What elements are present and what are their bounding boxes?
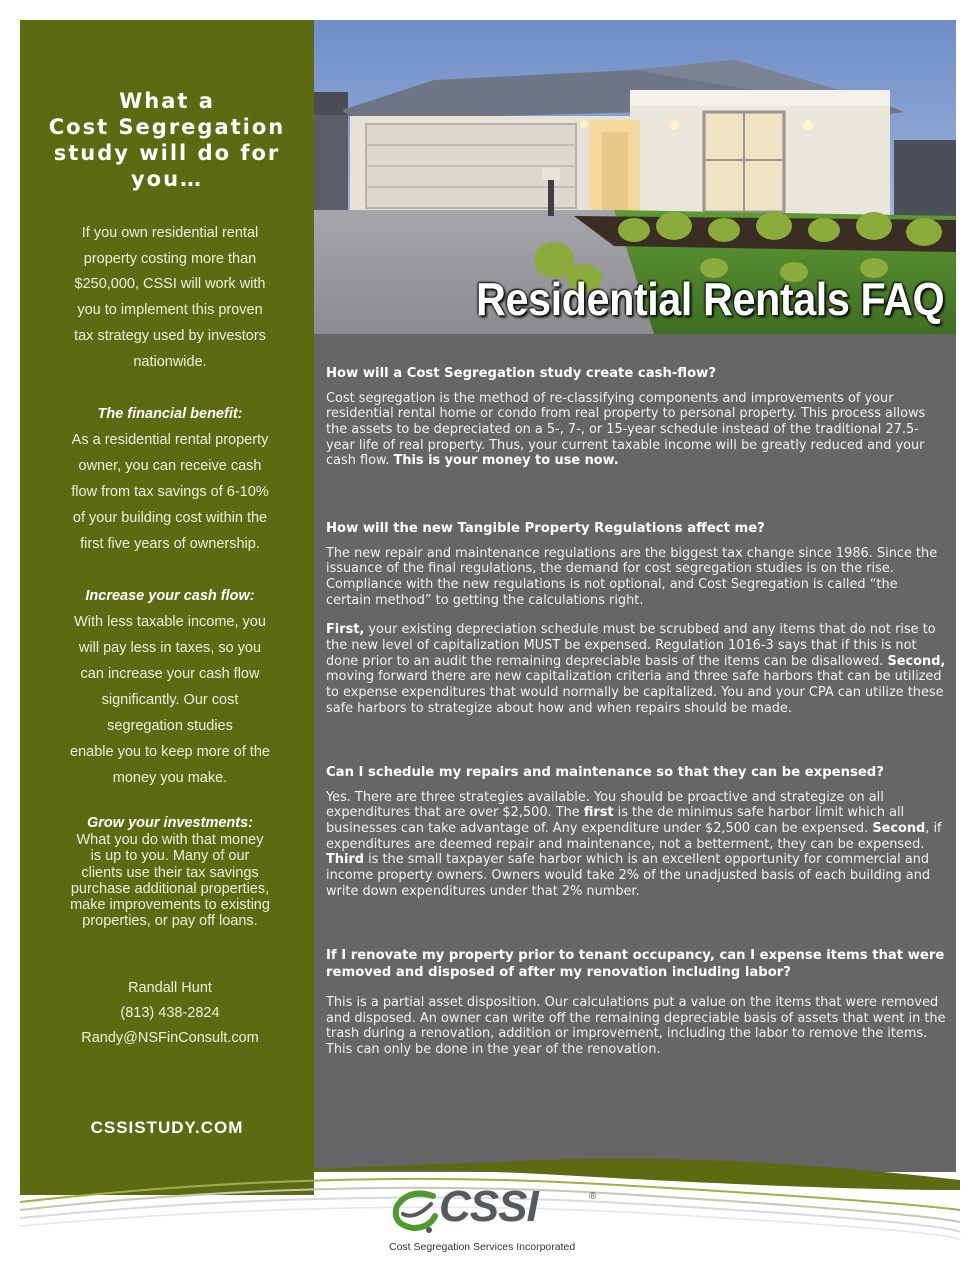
benefit-line: first five years of ownership. [80,536,260,552]
sidebar [20,20,314,1195]
grow-line: What you do with that money [76,832,264,848]
cashflow-line: enable you to keep more of the [70,744,270,760]
answer-paragraph [326,622,946,716]
intro-line: you to implement this proven [77,302,263,319]
benefit-section [42,402,298,557]
faq-panel [314,334,956,1172]
cashflow-line: will pay less in taxes, so you [78,640,262,656]
registered-mark: ® [589,1191,597,1202]
logo-tagline: Cost Segregation Services Incorporated [389,1241,576,1253]
contact-block [42,976,298,1051]
cashflow-line: money you make. [112,770,228,786]
sidebar-title-line: What a [119,89,215,113]
contact-name: Randall Hunt [128,980,212,996]
website-link[interactable]: CSSISTUDY.COM [90,1118,244,1137]
flyer [20,20,956,1195]
cashflow-line: significantly. Our cost [101,692,239,708]
answer-emphasis: Second, [887,653,946,669]
faq-answer: This is a partial asset disposition. Our calculations put a value on the items that were removed and disposed. An owner can write off the remaining depreciable basis of assets that went in the trash during a renovation, addition or improvement, including the labor to remove the items. This can only be done in the year of the renovation. [326,995,946,1058]
grow-line: properties, or pay off loans. [82,913,258,930]
answer-emphasis: Second [872,820,926,836]
faq-question: If I renovate my property prior to tenant occupancy, can I expense items that were removed and disposed of after my renovation including labor? [326,948,945,980]
sidebar-title-line: you… [130,167,204,191]
cashflow-section [42,584,298,791]
cssi-logo [389,1182,614,1256]
grow-line: clients use their tax savings [81,864,259,881]
answer-text: Cost segregation is the method of re-classifying components and improvements of your residential rental home or condo from real property to personal property. This process allows the assets to be depreciated on a 5-, 7-, or 15-year schedule instead of the traditional 27.5-year life of real property. Thus, your current taxable income will be greatly reduced and your cash flow. [326,390,926,469]
cashflow-line: With less taxable income, you [74,614,266,630]
answer-text: is the de minimus safe harbor limit which all businesses can take advantage of. Any expenditure under $2,500 can be expensed. [326,805,905,836]
faq-item-1 [326,366,946,469]
faq-item-2 [326,521,946,731]
cashflow-line: segregation studies [107,718,233,734]
faq-item-4 [326,948,946,1058]
grow-line: make improvements to existing [70,897,270,914]
answer-emphasis: This is your money to use now. [393,453,619,469]
faq-question: How will the new Tangible Property Regulations affect me? [326,521,765,536]
answer-emphasis: First, [326,622,365,638]
sidebar-title-line: study will do for [53,141,281,165]
answer-text: , if expenditures are deemed repair and maintenance, not a betterment, they can be expensed. [326,820,942,852]
sidebar-title [40,88,294,192]
answer-emphasis: Third [326,852,364,868]
intro-line: property costing more than [83,250,257,267]
intro-line: tax strategy used by investors [74,327,266,344]
faq-answer [326,391,946,470]
grow-line: purchase additional properties, [70,880,270,897]
intro-line: If you own residential rental [81,225,259,241]
grow-section [42,814,298,930]
logo-swirl-icon [389,1186,441,1236]
answer-text: your existing depreciation schedule must be scrubbed and any items that do not rise to the new level of capitalization MUST be expensed. Regulation 1016-3 says that if this is not done prior to an audit the remaining depreciable basis of the items can be disallowed. [326,622,936,669]
benefit-heading: The financial benefit: [97,406,243,422]
answer-paragraph: The new repair and maintenance regulations are the biggest tax change since 1986. Since the issuance of the final regulations, the demand for cost segregation studies is on the rise. Compliance with the new regulations is not optional, and Cost Segregation is called “the certain method” to getting the calculations right. [326,545,938,608]
intro-text [42,221,298,375]
faq-question: Can I schedule my repairs and maintenance so that they can be expensed? [326,765,884,780]
intro-line: $250,000, CSSI will work with [74,276,266,293]
benefit-line: owner, you can receive cash [78,458,262,474]
answer-text: is the small taxpayer safe harbor which is an excellent opportunity for commercial and income property owners. Owners would take 2% of the unadjusted basis of each building and write down expenditures under that 2% number. [326,852,931,899]
cashflow-heading: Increase your cash flow: [85,588,255,604]
faq-question: How will a Cost Segregation study create cash-flow? [326,366,716,381]
answer-text: Yes. There are three strategies available. You should be proactive and strategize on all expenditures that are over $2,500. The [326,789,884,821]
cashflow-line: can increase your cash flow [80,666,260,682]
answer-emphasis: first [583,805,614,821]
faq-answer [326,546,946,717]
grow-line: is up to you. Many of our [90,848,250,865]
contact-phone[interactable]: (813) 438-2824 [120,1005,220,1021]
benefit-line: of your building cost within the [72,510,268,526]
hero-photo [314,20,956,334]
logo-name: CSSI [439,1182,538,1231]
intro-line: nationwide. [133,353,207,370]
faq-item-3 [326,765,946,899]
benefit-line: As a residential rental property [71,432,269,448]
hero-title: Residential Rentals FAQ [475,273,944,325]
faq-answer [326,790,946,900]
sidebar-title-line: Cost Segregation [48,115,286,139]
answer-text: moving forward there are new capitalization criteria and three safe harbors that can be utilized to expense expenditures that would normally be capitalized. You and your CPA can utilize these safe harbors to strategize about how and when repairs should be made. [326,669,944,716]
benefit-line: flow from tax savings of 6-10% [71,484,269,500]
grow-heading: Grow your investments: [87,815,253,831]
contact-email[interactable]: Randy@NSFinConsult.com [81,1030,259,1046]
